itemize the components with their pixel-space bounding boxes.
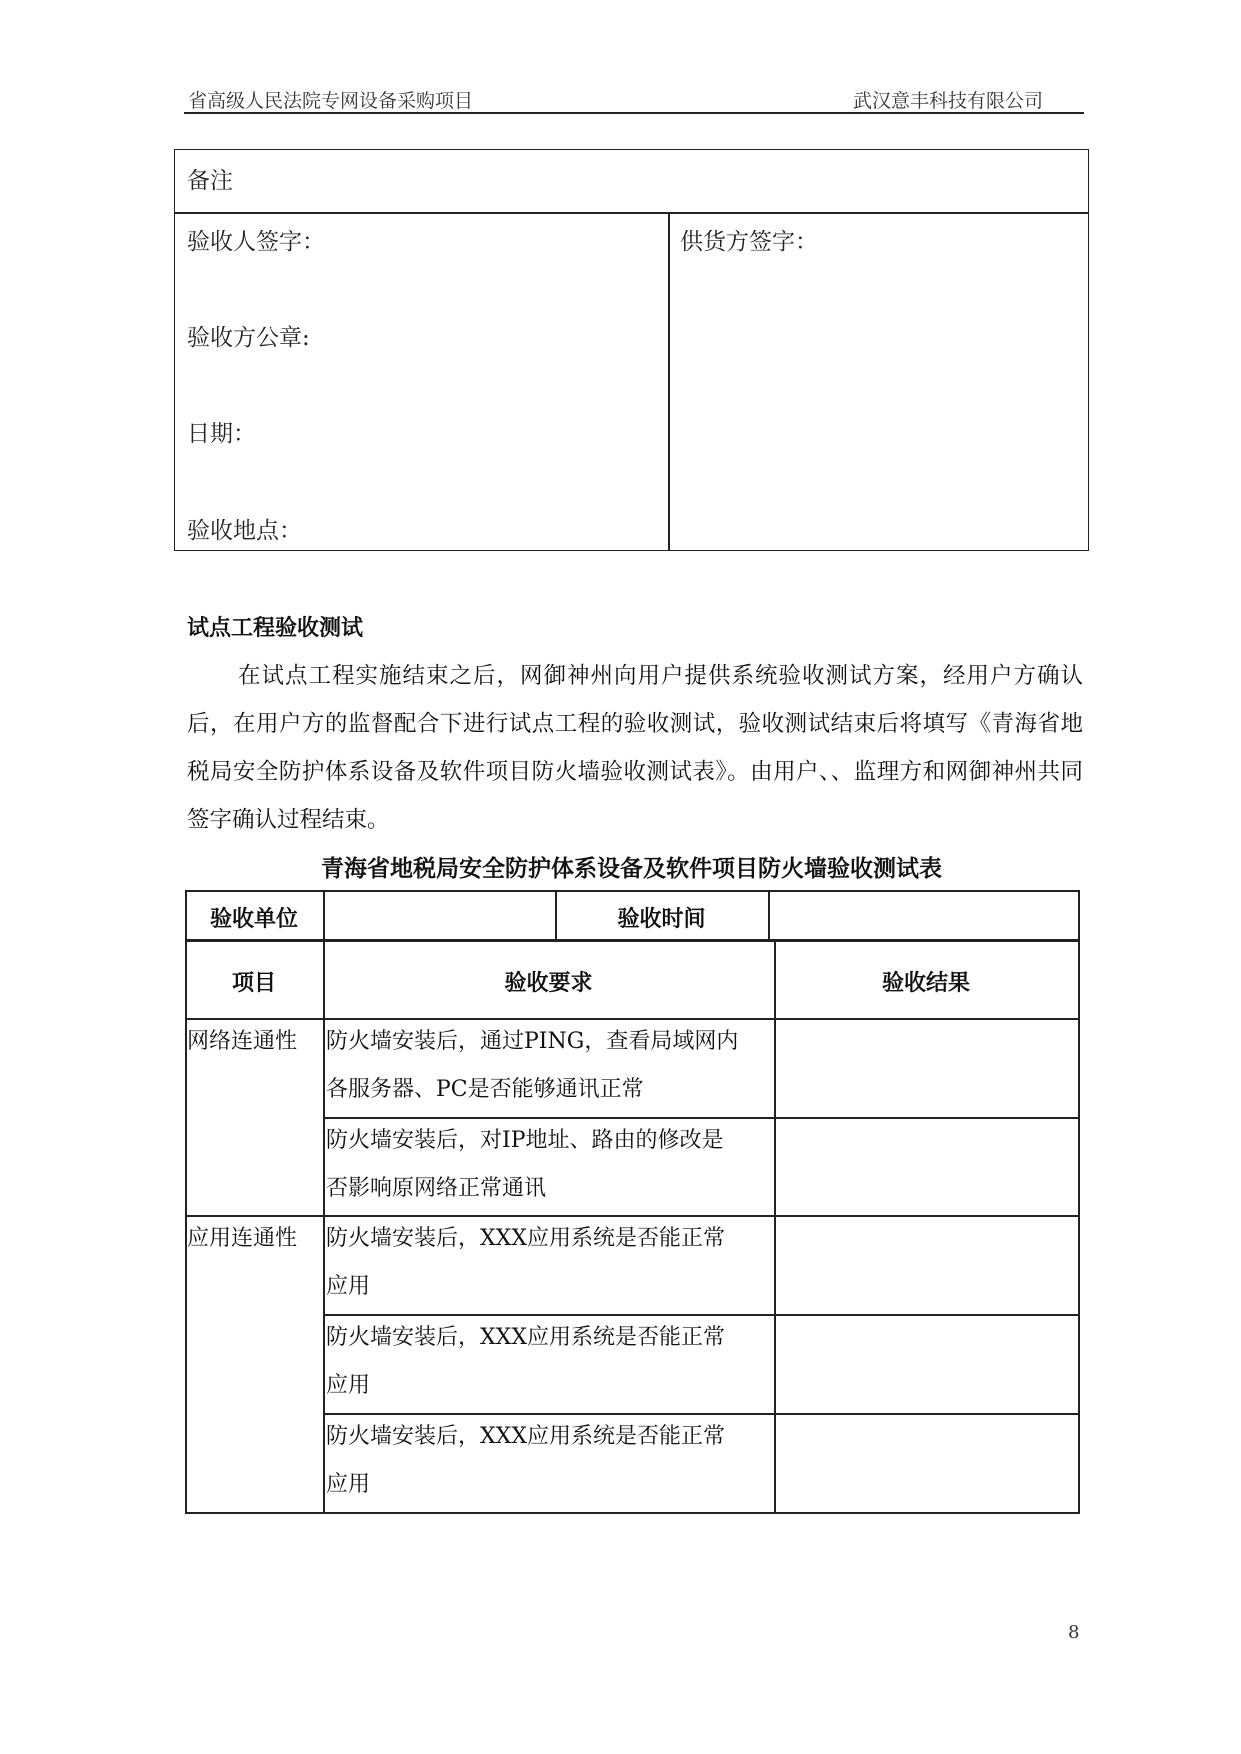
signoff-table-column-divider [668, 212, 670, 550]
grid-line [768, 890, 770, 940]
grid-line [323, 940, 325, 1514]
inspector-seal-label: 验收方公章: [187, 325, 310, 351]
requirement-line: 应用 [326, 1373, 371, 1398]
header-requirement: 验收要求 [504, 971, 593, 996]
page-number: 8 [1068, 1622, 1080, 1643]
header-project-title: 省高级人民法院专网设备采购项目 [188, 90, 474, 112]
signoff-table [174, 149, 1089, 551]
requirement-line: 防火墙安装后，通过PING，查看局域网内 [326, 1029, 739, 1054]
requirement-line: 应用 [326, 1472, 371, 1497]
section-title: 试点工程验收测试 [187, 616, 364, 641]
requirement-line: 防火墙安装后，对IP地址、路由的修改是 [326, 1128, 724, 1153]
inspector-signature-label: 验收人签字： [187, 229, 325, 255]
unit-label: 验收单位 [209, 907, 298, 932]
remark-label: 备注 [187, 168, 233, 194]
supplier-signature-label: 供货方签字： [680, 229, 818, 255]
grid-line [774, 940, 776, 1514]
requirement-line: 防火墙安装后，XXX应用系统是否能正常 [326, 1226, 725, 1251]
header-divider [184, 112, 1084, 114]
grid-line [185, 1512, 1080, 1514]
item-network-connectivity: 网络连通性 [187, 1029, 298, 1054]
requirement-line: 各服务器、PC是否能够通讯正常 [326, 1077, 644, 1102]
grid-line [323, 890, 325, 940]
item-application-connectivity: 应用连通性 [187, 1226, 298, 1251]
header-item: 项目 [231, 971, 276, 996]
requirement-line: 防火墙安装后，XXX应用系统是否能正常 [326, 1424, 725, 1449]
location-label: 验收地点： [187, 518, 302, 544]
header-result: 验收结果 [881, 971, 970, 996]
grid-line [1078, 940, 1080, 1514]
requirement-line: 否影响原网络正常通讯 [326, 1176, 547, 1201]
signoff-table-row-divider [175, 212, 1088, 214]
time-label: 验收时间 [617, 907, 706, 932]
test-table [185, 890, 1080, 1514]
test-table-title: 青海省地税局安全防护体系设备及软件项目防火墙验收测试表 [321, 856, 942, 882]
grid-line [1078, 890, 1080, 940]
grid-line [185, 940, 1080, 942]
date-label: 日期： [187, 421, 256, 447]
grid-line [185, 890, 1080, 892]
section-paragraph-text: 在试点工程实施结束之后，网御神州向用户提供系统验收测试方案，经用户方确认后，在用户方的监督配合下进行试点工程的验收测试，验收测试结束后将填写《青海省地税局安全防护体系设备及软件项目防火墙验收测试表》。由用户、、监理方和网御神州共同签字确认过程结束。 [187, 663, 1083, 833]
section-paragraph [187, 652, 1083, 844]
requirement-line: 应用 [326, 1274, 371, 1299]
header-company-name: 武汉意丰科技有限公司 [853, 90, 1044, 112]
requirement-line: 防火墙安装后，XXX应用系统是否能正常 [326, 1325, 725, 1350]
